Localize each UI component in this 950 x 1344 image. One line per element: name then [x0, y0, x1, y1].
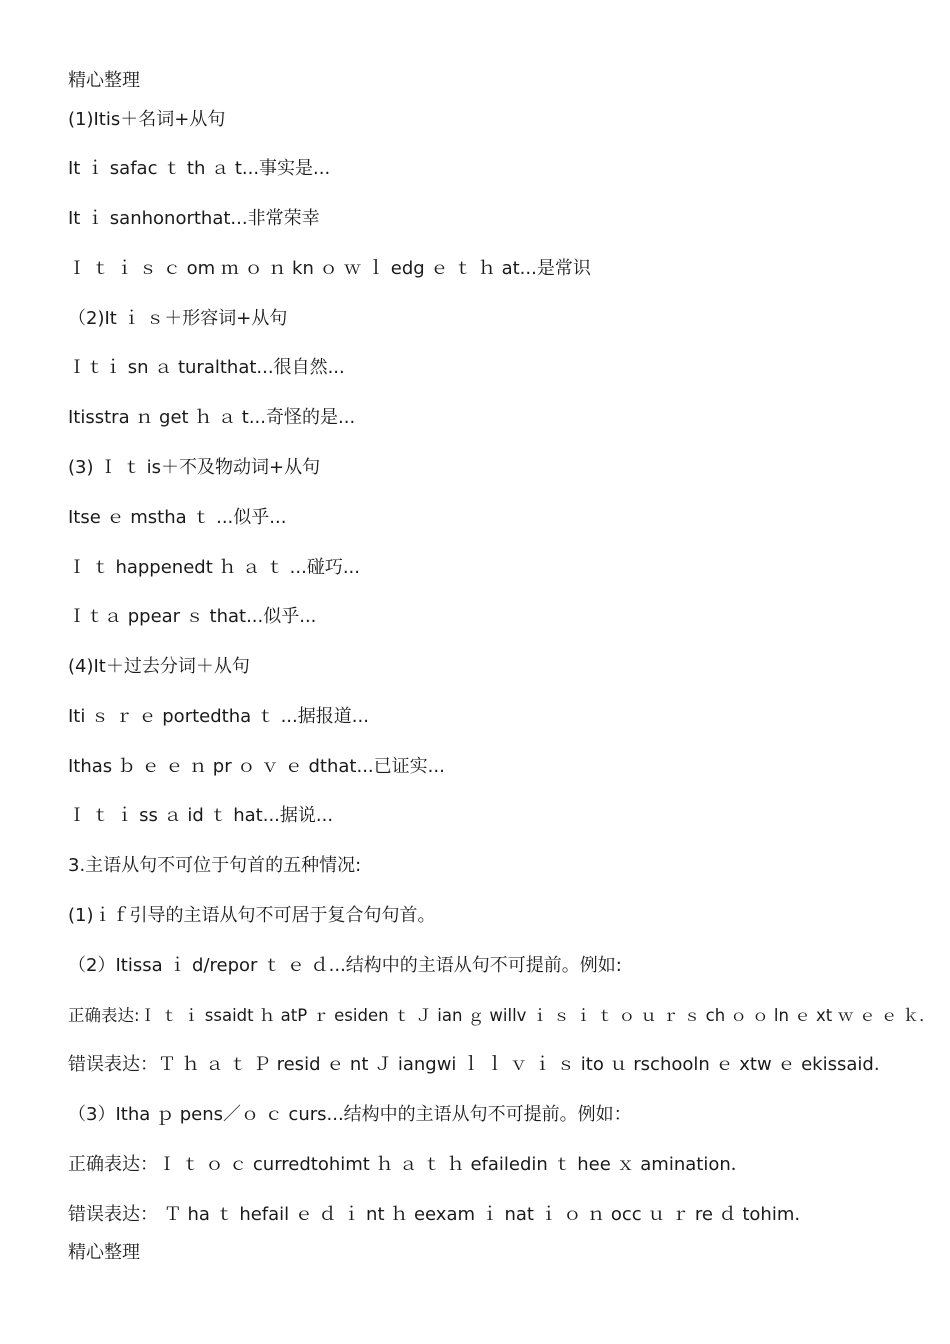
page-footer: 精心整理: [68, 1242, 140, 1263]
text-line-18: （2）Itissa ｉ d/repor ｔ ｅ ｄ...结构中的主语从句不可提前。例如:: [68, 955, 622, 976]
text-line-13: Iti ｓ ｒ ｅ portedtha ｔ ...据报道...: [68, 706, 369, 727]
text-line-21: （3）Itha ｐ pens／ｏ ｃ curs...结构中的主语从句不可提前。例如：: [68, 1104, 632, 1125]
text-line-6: Ｉｔｉ sn ａ turalthat...很自然...: [68, 357, 345, 378]
text-line-12: (4)It＋过去分词＋从句: [68, 656, 250, 677]
text-line-3: It ｉ sanhonorthat...非常荣幸: [68, 208, 320, 229]
text-line-1: (1)Itis＋名词+从句: [68, 109, 226, 130]
text-line-5: （2)It ｉ ｓ＋形容词+从句: [68, 308, 288, 329]
text-line-14: Ithas ｂ ｅ ｅ ｎ pr ｏ ｖ ｅ dthat...已证实...: [68, 756, 445, 777]
text-line-4: Ｉ ｔ ｉ ｓ ｃ om ｍ ｏ ｎ kn ｏ ｗ ｌ edg ｅ ｔ ｈ at...是常识: [68, 258, 591, 279]
text-line-22: 正确表达：Ｉ ｔ ｏ ｃ curredtohimt ｈ ａ ｔ ｈ efailedin ｔ hee ｘ amination．: [68, 1154, 749, 1175]
text-line-19: 正确表达:Ｉ ｔ ｉ ssaidt ｈ atP ｒ esiden ｔ Ｊ ian ｇ willv ｉ ｓ ｉ ｔ ｏ ｕ ｒ ｓ ch ｏ ｏ ln ｅ xt ｗ ｅ ｅ ｋ．: [68, 1006, 936, 1025]
text-line-9: Itse ｅ mstha ｔ ...似乎...: [68, 507, 287, 528]
text-line-23: 错误表达： Ｔ ha ｔ hefail ｅ ｄ ｉ nt ｈ eexam ｉ nat ｉ ｏ ｎ occ ｕ ｒ re ｄ tohim.: [68, 1204, 801, 1225]
text-line-2: It ｉ safac ｔ th ａ t...事实是...: [68, 158, 331, 179]
text-line-7: Itisstra ｎ get ｈ ａ t...奇怪的是...: [68, 407, 356, 428]
text-line-11: Ｉｔａ ppear ｓ that...似乎...: [68, 606, 317, 627]
text-line-17: (1)ｉｆ引导的主语从句不可居于复合句句首。: [68, 905, 436, 926]
text-line-10: Ｉ ｔ happenedt ｈ ａ ｔ ...碰巧...: [68, 557, 360, 578]
text-line-8: (3) Ｉ ｔ is＋不及物动词+从句: [68, 457, 321, 478]
page-header: 精心整理: [68, 70, 140, 91]
text-line-15: Ｉ ｔ ｉ ss ａ id ｔ hat...据说...: [68, 805, 334, 826]
text-line-20: 错误表达：Ｔ ｈ ａ ｔ Ｐ resid ｅ nt Ｊ iangwi ｌ ｌ ｖ ｉ ｓ ito ｕ rschooln ｅ xtw ｅ ekissaid.: [68, 1054, 880, 1075]
text-line-16: 3.主语从句不可位于句首的五种情况:: [68, 855, 362, 876]
